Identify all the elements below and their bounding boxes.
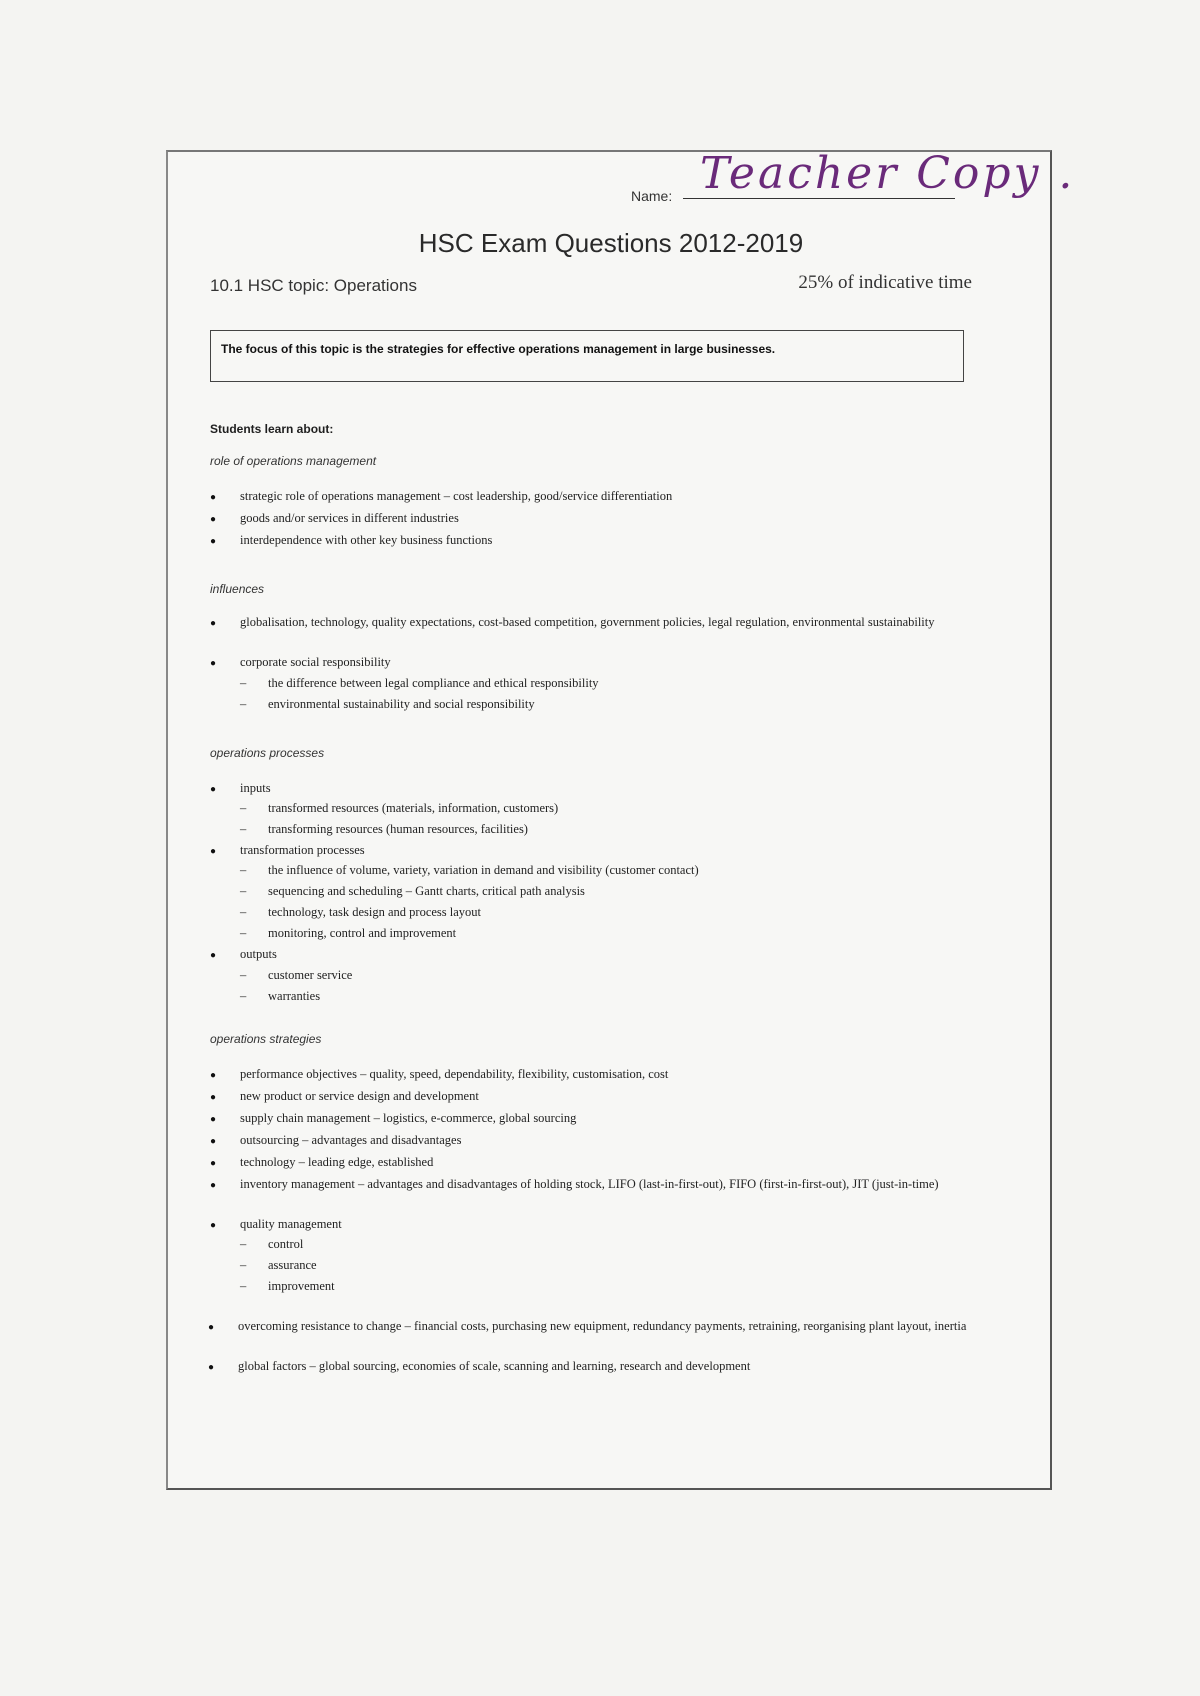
bullet-icon: ● — [210, 1180, 217, 1191]
dash-icon: – — [240, 1237, 247, 1251]
list-item: global factors – global sourcing, economies of scale, scanning and learning, research and development — [238, 1359, 751, 1373]
list-item: technology – leading edge, established — [240, 1155, 434, 1169]
list-item: outsourcing – advantages and disadvantages — [240, 1133, 462, 1147]
list-item: outputs — [240, 947, 277, 961]
document-page — [166, 148, 1076, 1490]
topic-label: 10.1 HSC topic: Operations — [210, 276, 417, 295]
section-heading-role: role of operations management — [210, 454, 377, 468]
list-item: corporate social responsibility — [240, 655, 391, 669]
sub-item: assurance — [268, 1258, 317, 1272]
bullet-icon: ● — [210, 784, 217, 795]
dash-icon: – — [240, 801, 247, 815]
list-item: interdependence with other key business functions — [240, 533, 493, 547]
bullet-icon: ● — [210, 1114, 217, 1125]
list-item: inputs — [240, 781, 271, 795]
sub-item: warranties — [268, 989, 321, 1003]
dash-icon: – — [240, 676, 247, 690]
bullet-icon: ● — [208, 1362, 215, 1373]
sub-item: control — [268, 1237, 304, 1251]
list-item: performance objectives – quality, speed, dependability, flexibility, customisation, cost — [240, 1067, 669, 1081]
sub-item: monitoring, control and improvement — [268, 926, 457, 940]
bullet-icon: ● — [210, 1070, 217, 1081]
dash-icon: – — [240, 1279, 247, 1293]
section-heading-influences: influences — [210, 582, 265, 596]
bullet-icon: ● — [210, 1220, 217, 1231]
dash-icon: – — [240, 968, 247, 982]
dash-icon: – — [240, 697, 247, 711]
list-item: quality management — [240, 1217, 342, 1231]
sub-item: the influence of volume, variety, variation in demand and visibility (customer contact) — [268, 863, 699, 877]
list-item: globalisation, technology, quality expectations, cost-based competition, government policies, legal regulation, environmental sustainability — [240, 615, 935, 629]
list-item: inventory management – advantages and disadvantages of holding stock, LIFO (last-in-first-out), FIFO (first-in-first-out), JIT (just-in-time) — [240, 1177, 939, 1191]
sub-item: transformed resources (materials, information, customers) — [268, 801, 559, 815]
dash-icon: – — [240, 884, 247, 898]
list-item: transformation processes — [240, 843, 365, 857]
dash-icon: – — [240, 905, 247, 919]
bullet-icon: ● — [210, 1092, 217, 1103]
indicative-time: 25% of indicative time — [798, 272, 972, 293]
dash-icon: – — [240, 989, 247, 1003]
dash-icon: – — [240, 1258, 247, 1272]
section-heading-processes: operations processes — [210, 746, 325, 760]
bullet-icon: ● — [210, 658, 217, 669]
dash-icon: – — [240, 863, 247, 877]
bullet-icon: ● — [210, 950, 217, 961]
bullet-icon: ● — [210, 536, 217, 547]
section-heading-strategies: operations strategies — [210, 1032, 322, 1046]
bullet-icon: ● — [210, 846, 217, 857]
list-item: goods and/or services in different industries — [240, 511, 459, 525]
list-item: supply chain management – logistics, e-commerce, global sourcing — [240, 1111, 577, 1125]
focus-box: The focus of this topic is the strategies for effective operations management in large businesses. — [210, 330, 964, 382]
list-item: overcoming resistance to change – financial costs, purchasing new equipment, redundancy payments, retraining, reorganising plant layout, inertia — [238, 1319, 967, 1333]
list-item: strategic role of operations management – cost leadership, good/service differentiation — [240, 489, 673, 503]
page-title: HSC Exam Questions 2012-2019 — [418, 228, 804, 258]
bullet-icon: ● — [210, 1136, 217, 1147]
dash-icon: – — [240, 926, 247, 940]
sub-item: sequencing and scheduling – Gantt charts, critical path analysis — [268, 884, 585, 898]
list-item: new product or service design and development — [240, 1089, 479, 1103]
sub-item: improvement — [268, 1279, 335, 1293]
students-learn-heading: Students learn about: — [210, 422, 334, 436]
sub-item: environmental sustainability and social responsibility — [268, 697, 535, 711]
name-handwritten: Teacher Copy . — [700, 148, 1076, 199]
sub-item: customer service — [268, 968, 353, 982]
bullet-icon: ● — [208, 1322, 215, 1333]
sub-item: transforming resources (human resources, facilities) — [268, 822, 528, 836]
sub-item: technology, task design and process layout — [268, 905, 482, 919]
dash-icon: – — [240, 822, 247, 836]
sub-item: the difference between legal compliance and ethical responsibility — [268, 676, 599, 690]
bullet-icon: ● — [210, 492, 217, 503]
bullet-icon: ● — [210, 618, 217, 629]
name-label: Name: — [631, 188, 673, 204]
bullet-icon: ● — [210, 514, 217, 525]
bullet-icon: ● — [210, 1158, 217, 1169]
